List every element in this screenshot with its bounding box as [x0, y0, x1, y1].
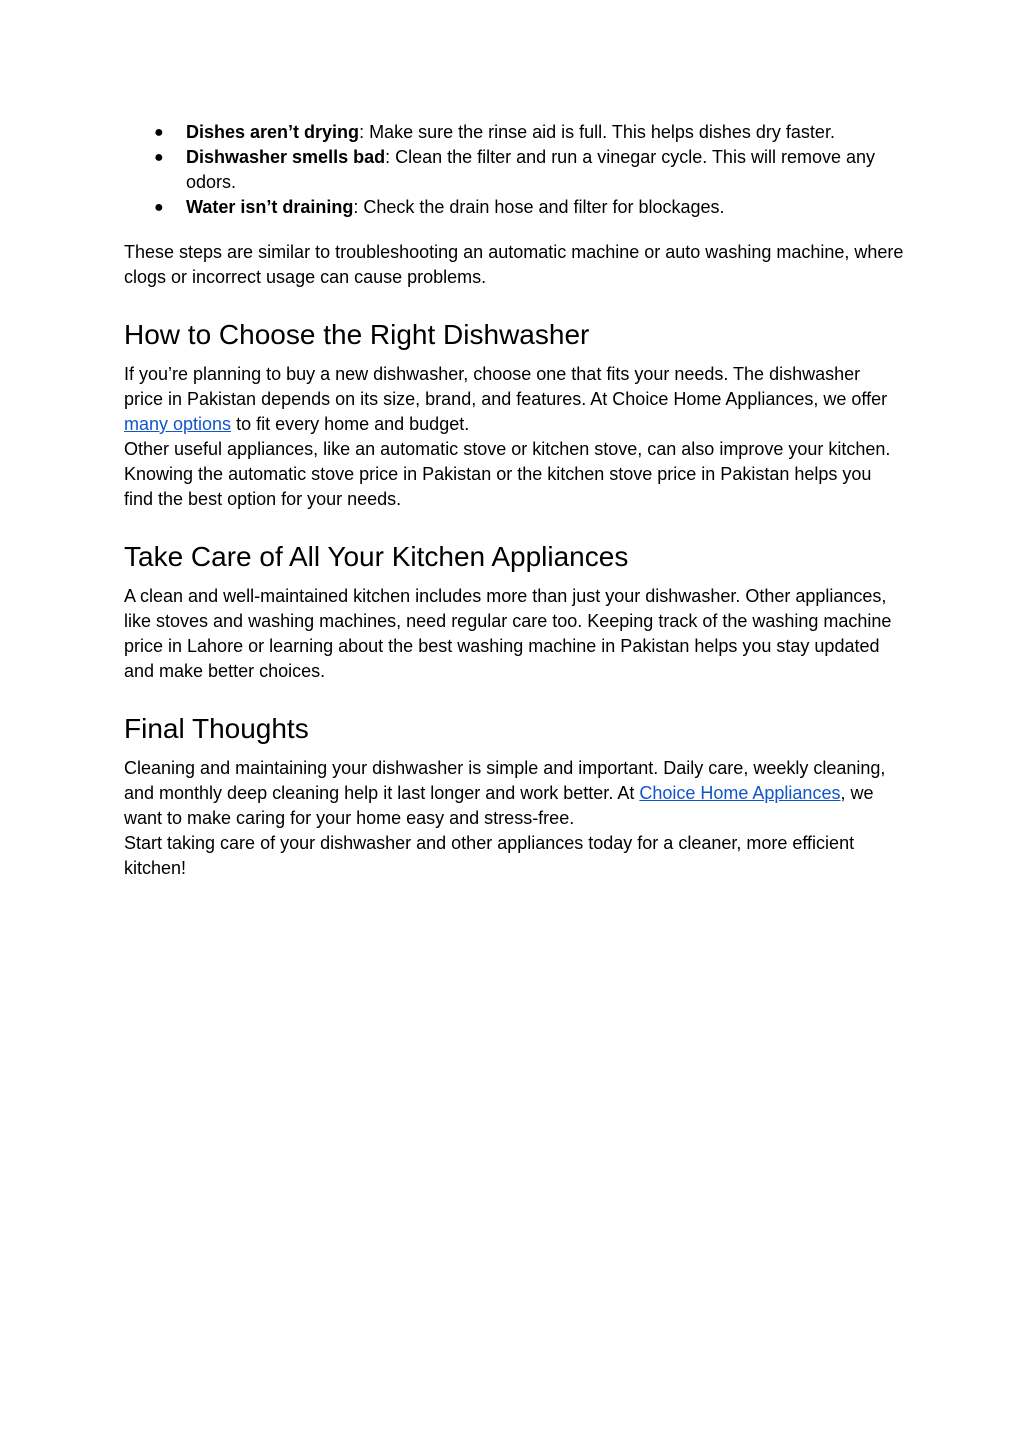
section-final [124, 712, 904, 881]
intro-paragraph: These steps are similar to troubleshooting an automatic machine or auto washing machine, where clogs or incorrect usage can cause problems. [124, 242, 904, 287]
section-heading: Final Thoughts [124, 713, 309, 744]
list-item [124, 195, 904, 220]
list-item [124, 145, 904, 195]
bullet-icon: ● [154, 149, 164, 166]
paragraph-text: If you’re planning to buy a new dishwasher, choose one that fits your needs. The dishwasher price in Pakistan depends on its size, brand, and features. At Choice Home Appliances, we offer [124, 364, 888, 409]
list-item-term: Dishes aren’t drying [186, 122, 360, 142]
paragraph [124, 362, 904, 437]
many-options-link[interactable]: many options [124, 414, 232, 434]
choice-home-appliances-link[interactable]: Choice Home Appliances [639, 783, 841, 803]
bullet-icon: ● [154, 199, 164, 216]
section-care [124, 540, 904, 684]
list-item-text: : Check the drain hose and filter for blockages. [353, 197, 725, 217]
section-choose [124, 318, 904, 512]
section-heading: How to Choose the Right Dishwasher [124, 319, 590, 350]
paragraph [124, 756, 904, 831]
paragraph: A clean and well-maintained kitchen includes more than just your dishwasher. Other appliances, like stoves and washing machines, need regular care too. Keeping track of the washing machine price in Lahore or learning about the best washing machine in Pakistan helps you stay updated and make better choices. [124, 586, 892, 681]
paragraph-text: Cleaning and maintaining your dishwasher is simple and important. Daily care, weekly cleaning, and monthly deep cleaning help it last longer and work better. At [124, 758, 886, 803]
document-page [124, 120, 904, 881]
paragraph-text: to fit every home and budget. [231, 414, 470, 434]
troubleshooting-list [124, 120, 904, 220]
list-item-term: Dishwasher smells bad [186, 147, 386, 167]
list-item-text: : Clean the filter and run a vinegar cycle. This will remove any odors. [186, 147, 875, 192]
list-item-term: Water isn’t draining [186, 197, 354, 217]
list-item-text: : Make sure the rinse aid is full. This helps dishes dry faster. [359, 122, 835, 142]
paragraph-text: , we want to make caring for your home easy and stress-free. [124, 783, 874, 828]
paragraph: Start taking care of your dishwasher and other appliances today for a cleaner, more efficient kitchen! [124, 833, 855, 878]
bullet-icon: ● [154, 124, 164, 141]
list-item [124, 120, 904, 145]
paragraph: Other useful appliances, like an automatic stove or kitchen stove, can also improve your kitchen. Knowing the automatic stove price in Pakistan or the kitchen stove price in Pakistan helps you find the best option for your needs. [124, 439, 891, 509]
section-heading: Take Care of All Your Kitchen Appliances [124, 541, 629, 572]
